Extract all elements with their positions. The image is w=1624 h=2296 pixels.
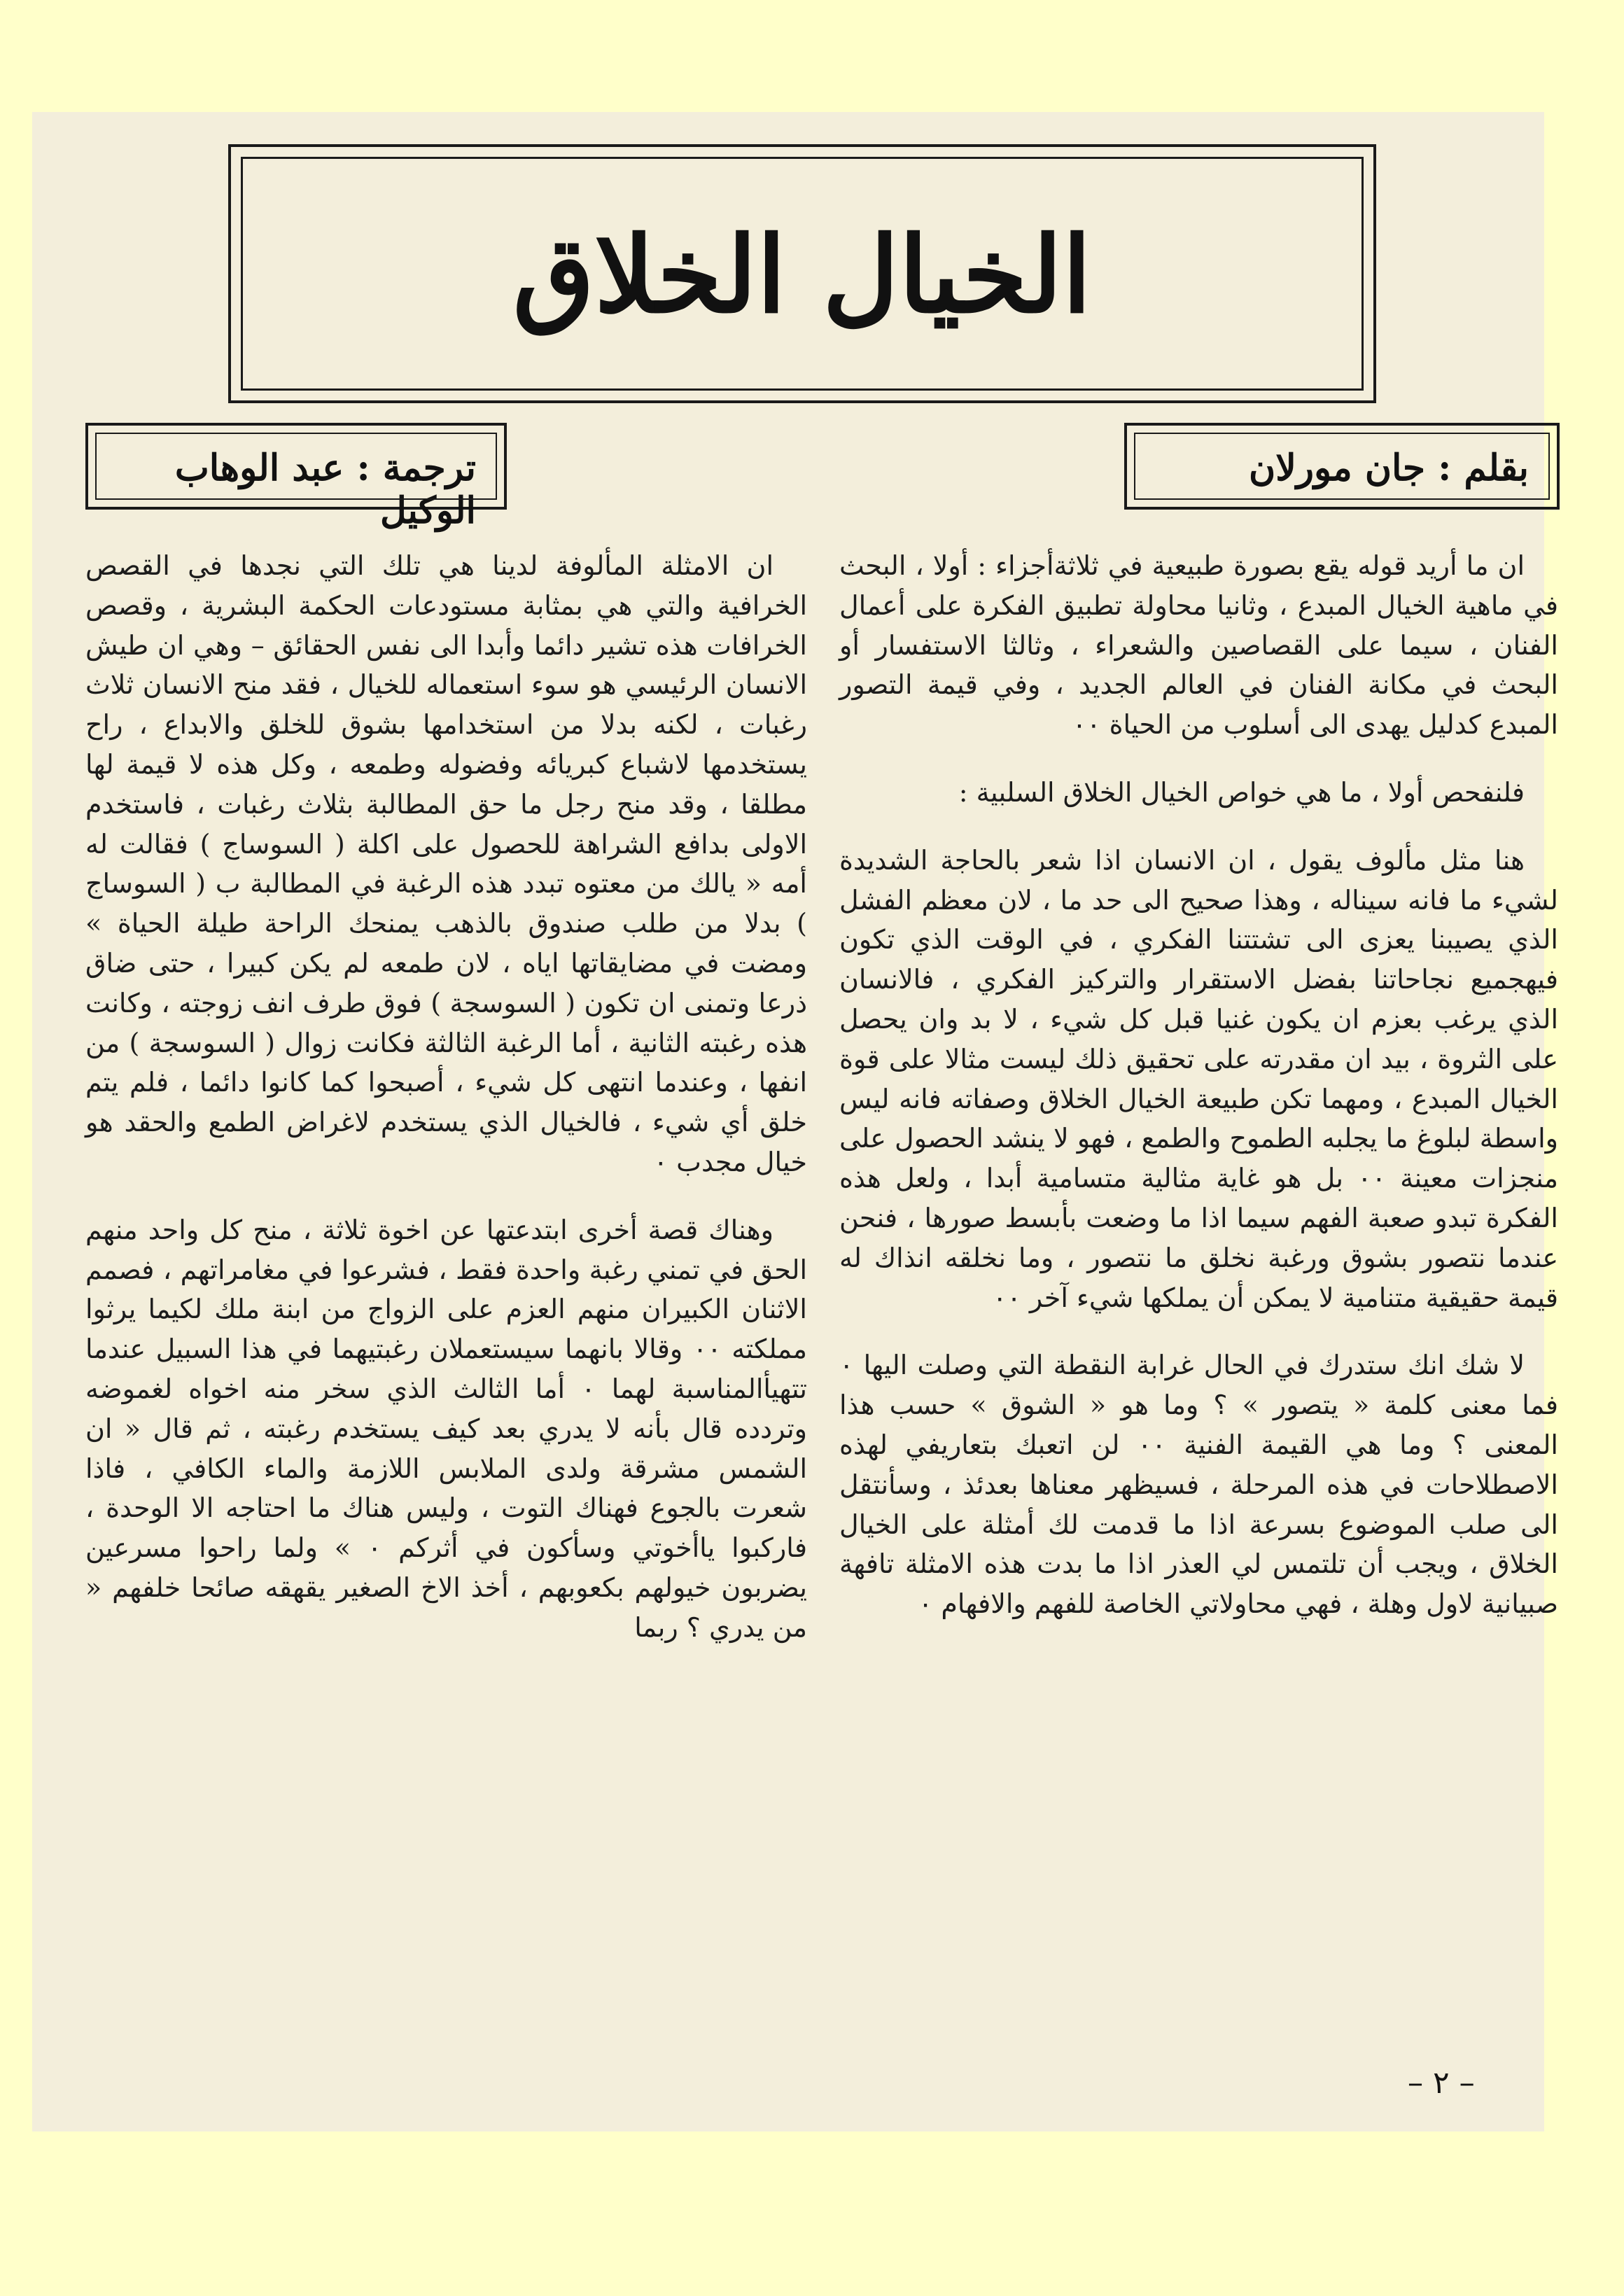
author-byline: بقلم : جان مورلان: [1249, 447, 1529, 489]
paragraph: ان ما أريد قوله يقع بصورة طبيعية في ثلاثةأجزاء : أولا ، البحث في ماهية الخيال المبدع ، وثانيا محاولة تطبيق الفكرة على أعمال الفنان ، سيما على القصاصين والشعراء ، وثالثا الاستفسار أو البحث في مكانة الفنان في العالم الجديد ، وفي قيمة التصور المبدع كدليل يهدى الى أسلوب من الحياة ٠٠: [839, 550, 1558, 741]
page-number: – ٢ –: [1408, 2065, 1475, 2101]
paragraph: ان الامثلة المألوفة لدينا هي تلك التي نجدها في القصص الخرافية والتي هي بمثابة مستودعات الحكمة البشرية ، وقصص الخرافات هذه تشير دائما وأبدا الى نفس الحقائق – وهي ان طيش الانسان الرئيسي هو سوء استعماله للخيال ، فقد منح الانسان ثلاث رغبات ، لكنه بدلا من استخدامها بشوق للخلق والابداع ، راح يستخدمها لاشباع كبريائه وفضوله وطمعه ، وكل هذه لا قيمة لها مطلقا ، وقد منح رجل ما حق المطالبة بثلاث رغبات ، فاستخدم الاولى بدافع الشراهة للحصول على اكلة ( السوساج ) فقالت له أمه « يالك من معتوه تبدد هذه الرغبة في المطالبة ب ( السوساج ) بدلا من طلب صندوق بالذهب يمنحك الراحة طيلة الحياة » ومضت في مضايقاتها اياه ، لان طمعه لم يكن كبيرا ، حتى ضاق ذرعا وتمنى ان تكون ( السوسجة ) فوق طرف انف زوجته ، وكانت هذه رغبته الثانية ، أما الرغبة الثالثة فكانت زوال ( السوسجة ) من انفها ، وعندما انتهى كل شيء ، أصبحوا كما كانوا دائما ، فلم يتم خلق أي شيء ، فالخيال الذي يستخدم لاغراض الطمع والحقد هو خيال مجدب ٠: [85, 550, 808, 1177]
left-column: [85, 546, 807, 1676]
paragraph: هنا مثل مألوف يقول ، ان الانسان اذا شعر بالحاجة الشديدة لشيء ما فانه سيناله ، وهذا صحيح الى حد ما ، لان معظم الفشل الذي يصيبنا يعزى الى تشتتنا الفكري ، في الوقت الذي تكون فيهجميع نجاحاتنا بفضل الاستقرار والتركيز الفكري ، فالانسان الذي يرغب بعزم ان يكون غنيا قبل كل شيء ، لا بد وان يحصل على الثروة ، بيد ان مقدرته على تحقيق ذلك ليست مثالا على قوة الخيال المبدع ، ومهما تكن طبيعة الخيال الخلاق وصفاته فانه ليس واسطة لبلوغ ما يجلبه الطموح والطمع ، فهو لا ينشد الحصول على منجزات معينة ٠٠ بل هو غاية مثالية متسامية أبدا ، ولعل هذه الفكرة تبدو صعبة الفهم سيما اذا ما وضعت بأبسط صورها ، فنحن عندما نتصور بشوق ورغبة نخلق ما نتصور ، وما نخلقه انذاك له قيمة حقيقية متنامية لا يمكن أن يملكها شيء آخر ٠٠: [839, 844, 1558, 1313]
right-column: [839, 546, 1558, 1652]
translator-byline: ترجمة : عبد الوهاب الوكيل: [174, 447, 476, 532]
author-byline-frame: [1124, 423, 1560, 510]
title-frame: [228, 144, 1376, 403]
paragraph: فلنفحص أولا ، ما هي خواص الخيال الخلاق السلبية :: [958, 776, 1525, 808]
paragraph: وهناك قصة أخرى ابتدعتها عن اخوة ثلاثة ، منح كل واحد منهم الحق في تمني رغبة واحدة فقط ، فشرعوا في مغامراتهم ، فصمم الاثنان الكبيران منهم العزم على الزواج من ابنة ملك لكيما يرثوا مملكته ٠٠ وقالا بانهما سيستعملان رغبتيهما في هذا السبيل عندما تتهيأالمناسبة لهما ٠ أما الثالث الذي سخر منه اخواه لغموضه وتردده قال بأنه لا يدري بعد كيف يستخدم رغبته ، ثم قال « ان الشمس مشرقة ولدى الملابس اللازمة والماء الكافي ، فاذا شعرت بالجوع فهناك التوت ، وليس هناك ما احتاجه الا الوحدة ، فاركبوا ياأخوتي وسأكون في أثركم ٠ » ولما راحوا مسرعين يضربون خيولهم بكعوبهم ، أخذ الاخ الصغير يقهقه صائحا خلفهم « من يدري ؟ ربما: [85, 1214, 807, 1643]
paragraph: لا شك انك ستدرك في الحال غرابة النقطة التي وصلت اليها ٠ فما معنى كلمة « يتصور » ؟ وما هو « الشوق » حسب هذا المعنى ؟ وما هي القيمة الفنية ٠٠ لن اتعبك بتعاريفي لهذه الاصطلاحات في هذه المرحلة ، فسيظهر معناها بعدئذ ، وسأنتقل الى صلب الموضوع بسرعة اذا ما قدمت لك أمثلة على الخيال الخلاق ، ويجب أن تلتمس لي العذر اذا ما بدت هذه الامثلة تافهة صبيانية لاول وهلة ، فهي محاولاتي الخاصة للفهم والافهام ٠: [839, 1350, 1558, 1620]
magazine-page: [32, 112, 1558, 2132]
translator-byline-frame: [85, 423, 507, 532]
article-title: الخيال الخلاق: [512, 214, 1092, 337]
